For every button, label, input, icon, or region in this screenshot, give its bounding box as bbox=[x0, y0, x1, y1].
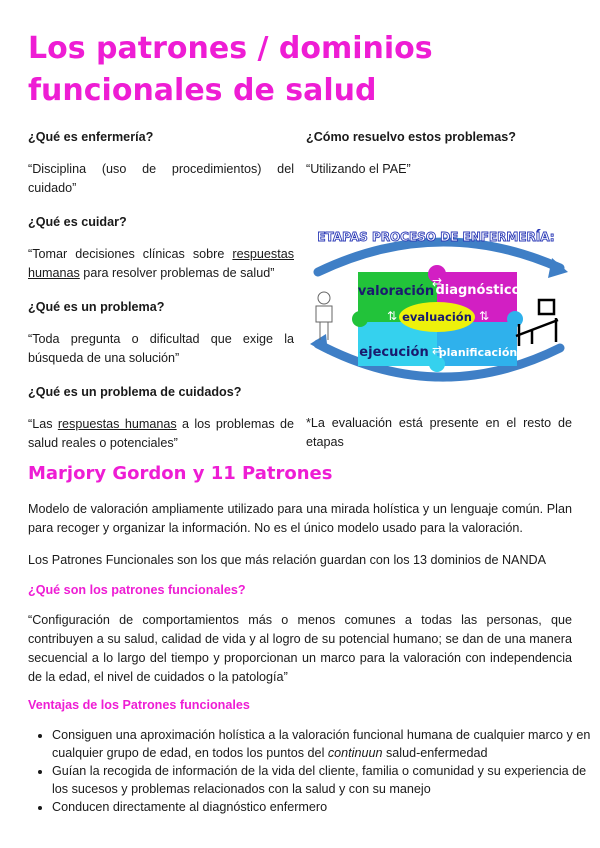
question-nursing: ¿Qué es enfermería? bbox=[28, 130, 154, 144]
diagram-title: ETAPAS PROCESO DE ENFERMERÍA: bbox=[317, 230, 555, 244]
nurse-figure-icon bbox=[316, 292, 332, 340]
nursing-process-diagram bbox=[306, 220, 572, 395]
patterns-definition: “Configuración de comportamientos más o menos comunes a todas las personas, que contribuyen a su salud, calidad de vida y al logro de su potencial humano; se dan de una manera secuencial a lo largo del tiempo y proporcionan un marco para la valoración con independencia de la edad, el nivel de cuidados o la patología” bbox=[28, 613, 572, 684]
answer-how-solve: “Utilizando el PAE” bbox=[306, 162, 411, 176]
list-item: • Guían la recogida de información de la vida del cliente, familia o comunidad y su experiencia de los sucesos y problemas relacionados con la salud y con su manejo bbox=[52, 762, 596, 798]
answer-nursing: “Disciplina (uso de procedimientos) del cuidado” bbox=[28, 162, 294, 195]
model-description: Modelo de valoración ampliamente utilizado para una mirada holística y un lenguaje común. Plan para recoger y organizar la información. No es el único modelo usado para la valoración. bbox=[28, 502, 572, 535]
valoracion-label: valoración bbox=[357, 284, 435, 299]
arrow-left-right-bottom-icon: ⇄ bbox=[431, 343, 443, 357]
advantages-list bbox=[28, 726, 596, 816]
nanda-relation: Los Patrones Funcionales son los que más relación guardan con los 13 dominios de NANDA bbox=[28, 553, 547, 567]
faq-left-column bbox=[28, 128, 294, 468]
faq-right-column bbox=[306, 128, 572, 194]
question-how-solve: ¿Cómo resuelvo estos problemas? bbox=[306, 130, 516, 144]
question-problem: ¿Qué es un problema? bbox=[28, 300, 165, 314]
evaluation-note: *La evaluación está presente en el resto de etapas bbox=[306, 416, 572, 449]
subheading-advantages: Ventajas de los Patrones funcionales bbox=[28, 698, 250, 712]
planificacion-label: planificación bbox=[438, 346, 518, 359]
arrow-up-down-left-icon: ⇅ bbox=[386, 309, 398, 323]
question-care: ¿Qué es cuidar? bbox=[28, 215, 127, 229]
section-heading-gordon: Marjory Gordon y 11 Patrones bbox=[28, 463, 333, 484]
diagnostico-label: diagnóstico bbox=[435, 283, 521, 298]
page-title: Los patrones / dominios funcionales de salud bbox=[28, 31, 433, 108]
bottom-arrowhead bbox=[310, 334, 328, 354]
answer-care: “Tomar decisiones clínicas sobre respuestas humanas para resolver problemas de salud” bbox=[28, 247, 294, 280]
answer-problem: “Toda pregunta o dificultad que exige la búsqueda de una solución” bbox=[28, 332, 294, 365]
human-responses-underline-2: respuestas humanas bbox=[57, 417, 177, 431]
question-care-problem: ¿Qué es un problema de cuidados? bbox=[28, 385, 242, 399]
ejecucion-label: ejecución bbox=[359, 345, 429, 360]
patient-bed-icon bbox=[516, 300, 558, 346]
subheading-what-are-patterns: ¿Qué son los patrones funcionales? bbox=[28, 583, 246, 597]
arrow-up-down-right-icon: ⇅ bbox=[478, 309, 490, 323]
list-item: • Conducen directamente al diagnóstico enfermero bbox=[52, 798, 596, 816]
arrow-left-right-top-icon: ⇄ bbox=[431, 275, 443, 289]
list-item: • Consiguen una aproximación holística a la valoración funcional humana de cualquier marco y en cualquier grupo de edad, en todos los puntos del continuun salud-enfermedad bbox=[52, 726, 596, 762]
evaluacion-label: evaluación bbox=[402, 310, 472, 324]
answer-care-problem: “Las respuestas humanas a los problemas de salud reales o potenciales” bbox=[28, 417, 294, 450]
human-responses-underline: respuestas humanas bbox=[28, 247, 294, 280]
